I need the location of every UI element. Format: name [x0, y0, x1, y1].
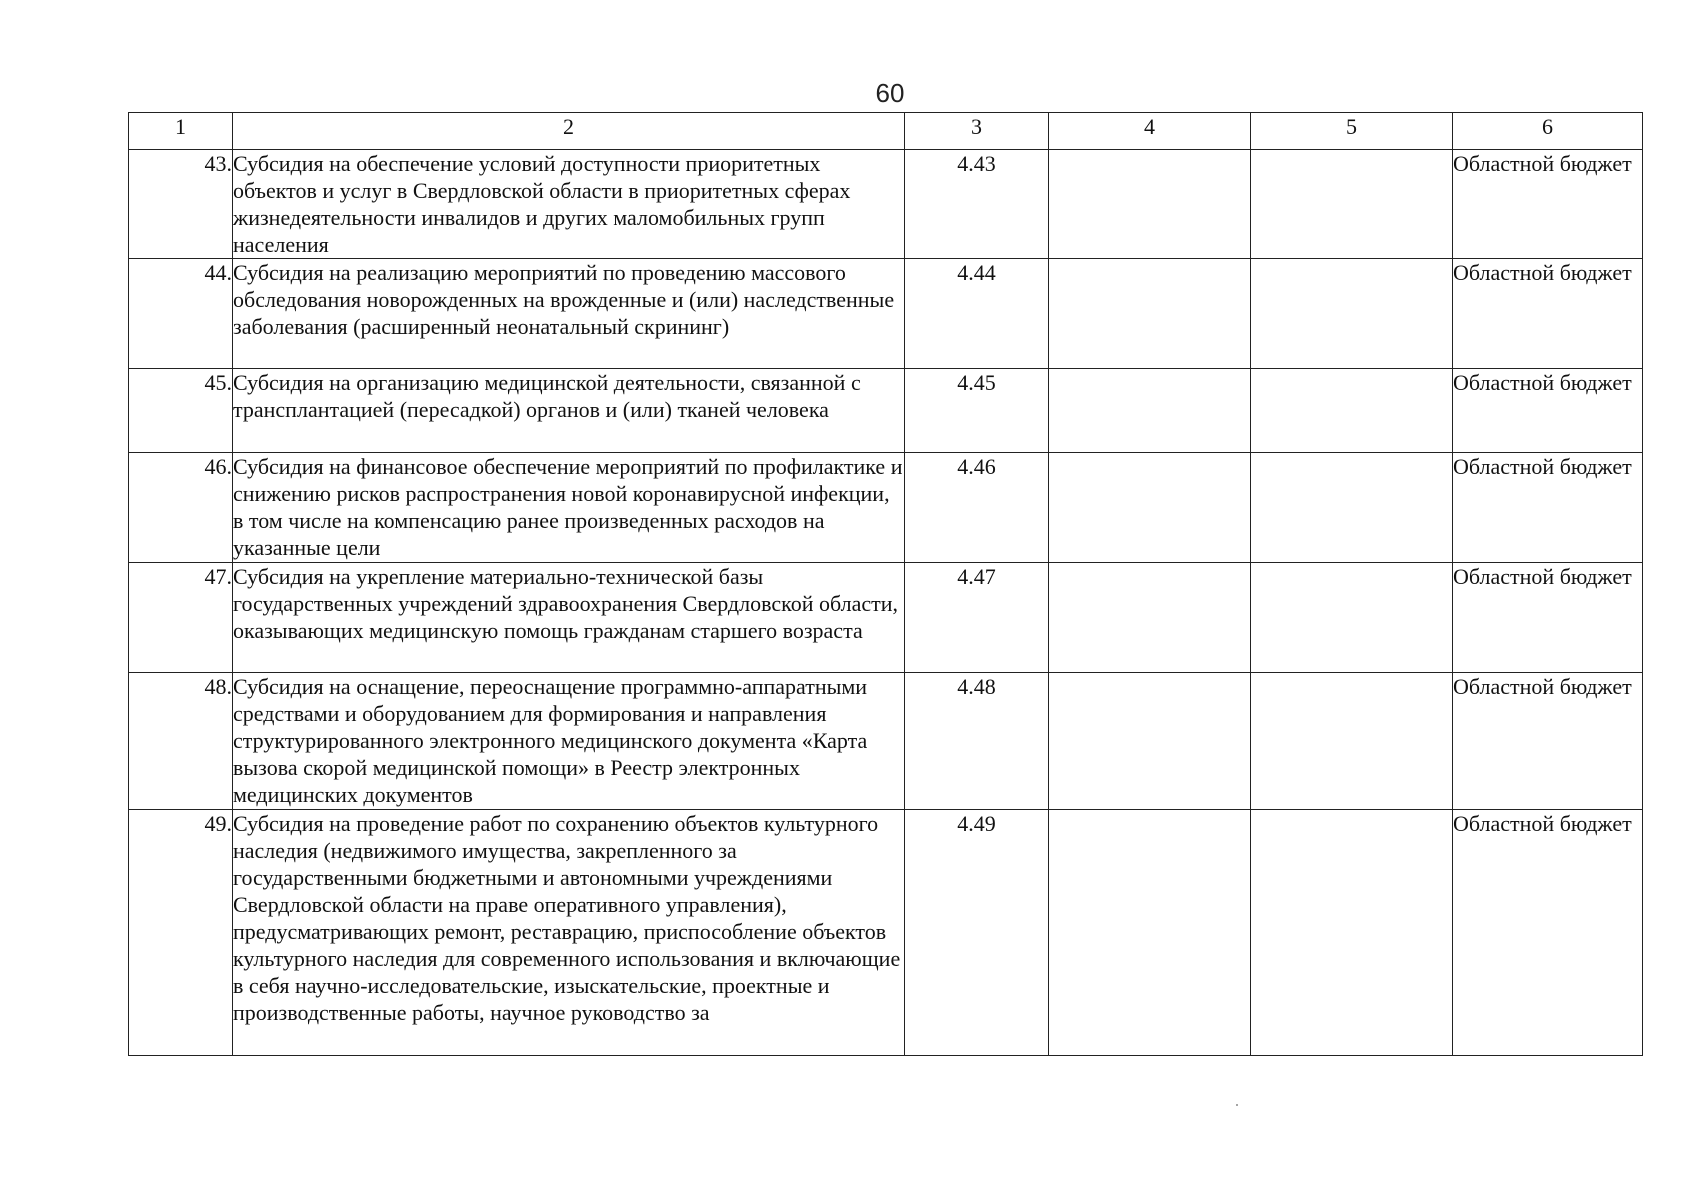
header-col-1: 1: [129, 113, 233, 150]
row-number: 49.: [129, 810, 233, 1056]
header-col-4: 4: [1049, 113, 1251, 150]
row-number: 43.: [129, 150, 233, 259]
row-col-5: [1251, 150, 1453, 259]
row-col-5: [1251, 563, 1453, 673]
row-col-5: [1251, 259, 1453, 369]
table-row: [129, 259, 1643, 369]
table-row: [129, 673, 1643, 810]
row-funding-source: Областной бюджет: [1453, 369, 1643, 453]
row-col-5: [1251, 369, 1453, 453]
row-code: 4.43: [905, 150, 1049, 259]
row-funding-source: Областной бюджет: [1453, 563, 1643, 673]
table-row: [129, 563, 1643, 673]
row-description: Субсидия на организацию медицинской деятельности, связанной с трансплантацией (пересадкой) органов и (или) тканей человека: [233, 369, 905, 453]
row-number: 48.: [129, 673, 233, 810]
row-number: 46.: [129, 453, 233, 563]
page-number: 60: [875, 78, 905, 108]
row-description: Субсидия на укрепление материально-технической базы государственных учреждений здравоохранения Свердловской области, оказывающих медицинскую помощь гражданам старшего возраста: [233, 563, 905, 673]
row-number: 47.: [129, 563, 233, 673]
table-row: [129, 150, 1643, 259]
row-col-5: [1251, 810, 1453, 1056]
row-number: 45.: [129, 369, 233, 453]
row-col-4: [1049, 369, 1251, 453]
row-description: Субсидия на проведение работ по сохранению объектов культурного наследия (недвижимого имущества, закрепленного за государственными бюджетными и автономными учреждениями Свердловской области на праве оперативного управления), предусматривающих ремонт, реставрацию, приспособление объектов культурного наследия для современного использования и включающие в себя научно-исследовательские, изыскательские, проектные и производственные работы, научное руководство за: [233, 810, 905, 1056]
row-code: 4.47: [905, 563, 1049, 673]
table-row: [129, 453, 1643, 563]
row-col-5: [1251, 453, 1453, 563]
row-description: Субсидия на оснащение, переоснащение программно-аппаратными средствами и оборудованием для формирования и направления структурированного электронного медицинского документа «Карта вызова скорой медицинской помощи» в Реестр электронных медицинских документов: [233, 673, 905, 810]
row-funding-source: Областной бюджет: [1453, 810, 1643, 1056]
row-col-4: [1049, 673, 1251, 810]
row-description: Субсидия на финансовое обеспечение мероприятий по профилактике и снижению рисков распространения новой коронавирусной инфекции, в том числе на компенсацию ранее произведенных расходов на указанные цели: [233, 453, 905, 563]
row-number: 44.: [129, 259, 233, 369]
row-funding-source: Областной бюджет: [1453, 673, 1643, 810]
row-funding-source: Областной бюджет: [1453, 150, 1643, 259]
row-col-4: [1049, 453, 1251, 563]
row-code: 4.46: [905, 453, 1049, 563]
budget-table: [128, 112, 1643, 1056]
row-col-4: [1049, 810, 1251, 1056]
row-description: Субсидия на обеспечение условий доступности приоритетных объектов и услуг в Свердловской области в приоритетных сферах жизнедеятельности инвалидов и других маломобильных групп населения: [233, 150, 905, 259]
table-row: [129, 810, 1643, 1056]
header-col-6: 6: [1453, 113, 1643, 150]
row-code: 4.44: [905, 259, 1049, 369]
row-col-4: [1049, 150, 1251, 259]
row-col-4: [1049, 259, 1251, 369]
row-code: 4.49: [905, 810, 1049, 1056]
row-funding-source: Областной бюджет: [1453, 453, 1643, 563]
table-row: [129, 369, 1643, 453]
scan-speck: [1236, 1104, 1238, 1106]
header-col-2: 2: [233, 113, 905, 150]
header-col-5: 5: [1251, 113, 1453, 150]
row-code: 4.45: [905, 369, 1049, 453]
row-funding-source: Областной бюджет: [1453, 259, 1643, 369]
table-header-row: [129, 113, 1643, 150]
row-col-5: [1251, 673, 1453, 810]
row-col-4: [1049, 563, 1251, 673]
row-description: Субсидия на реализацию мероприятий по проведению массового обследования новорожденных на врожденные и (или) наследственные заболевания (расширенный неонатальный скрининг): [233, 259, 905, 369]
header-col-3: 3: [905, 113, 1049, 150]
row-code: 4.48: [905, 673, 1049, 810]
